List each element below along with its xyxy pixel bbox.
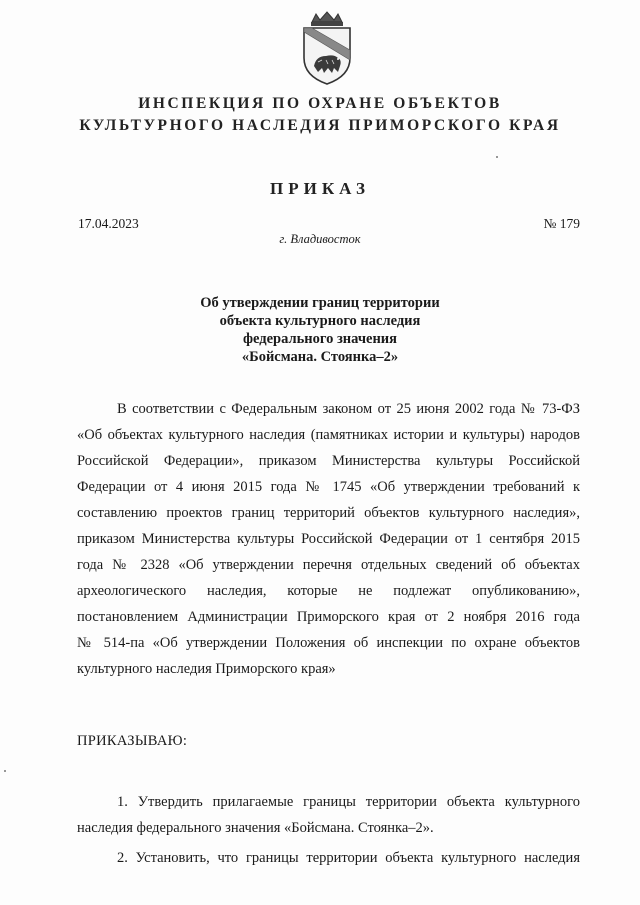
preamble-line: Федерации от 4 июня 2015 года № 1745 «Об утверждении требований к xyxy=(77,479,580,495)
preamble-paragraph xyxy=(77,396,580,682)
subject-line: федерального значения xyxy=(242,331,397,347)
organization-name-line-2: КУЛЬТУРНОГО НАСЛЕДИЯ ПРИМОРСКОГО КРАЯ xyxy=(79,117,561,134)
preamble-line: «Об объектах культурного наследия (памятниках истории и культуры) народов xyxy=(77,427,580,443)
order-items xyxy=(77,789,580,871)
scan-artifact xyxy=(4,770,6,772)
preamble-line: приказом Министерства культуры Российской Федерации от 1 сентября 2015 xyxy=(77,531,580,547)
preamble-line: археологического наследия, которые не подлежат опубликованию», xyxy=(77,583,580,599)
subject-line: Об утверждении границ территории xyxy=(200,295,440,311)
order-item-line: 1. Утвердить прилагаемые границы территории объекта культурного xyxy=(117,794,580,810)
decree-heading: ПРИКАЗЫВАЮ: xyxy=(77,733,188,749)
document-title: ПРИКАЗ xyxy=(270,179,370,198)
subject-line: «Бойсмана. Стоянка–2» xyxy=(241,349,399,365)
preamble-line: составлению проектов границ территорий объектов культурного наследия», xyxy=(77,505,580,521)
preamble-line: постановлением Администрации Приморского края от 2 ноября 2016 года xyxy=(77,609,580,625)
organization-name-line-1: ИНСПЕКЦИЯ ПО ОХРАНЕ ОБЪЕКТОВ xyxy=(138,95,502,112)
preamble-line: Российской Федерации», приказом Министерства культуры Российской xyxy=(77,453,580,469)
order-subject xyxy=(0,294,640,366)
scan-artifact xyxy=(496,156,498,158)
order-item-line: наследия федерального значения «Бойсмана. Стоянка–2». xyxy=(77,820,434,836)
preamble-line: В соответствии с Федеральным законом от 25 июня 2002 года № 73-ФЗ xyxy=(117,401,580,417)
order-city: г. Владивосток xyxy=(279,232,361,246)
order-item-line: 2. Установить, что границы территории объекта культурного наследия xyxy=(117,850,580,866)
preamble-line: № 514-па «Об утверждении Положения об инспекции по охране объектов xyxy=(77,635,580,651)
preamble-line: года № 2328 «Об утверждении перечня отдельных сведений об объектах xyxy=(77,557,580,573)
subject-line: объекта культурного наследия xyxy=(219,313,421,329)
order-date: 17.04.2023 xyxy=(78,216,139,231)
coat-of-arms-icon xyxy=(298,10,356,86)
order-number: № 179 xyxy=(543,216,580,231)
preamble-line: культурного наследия Приморского края» xyxy=(77,661,336,677)
